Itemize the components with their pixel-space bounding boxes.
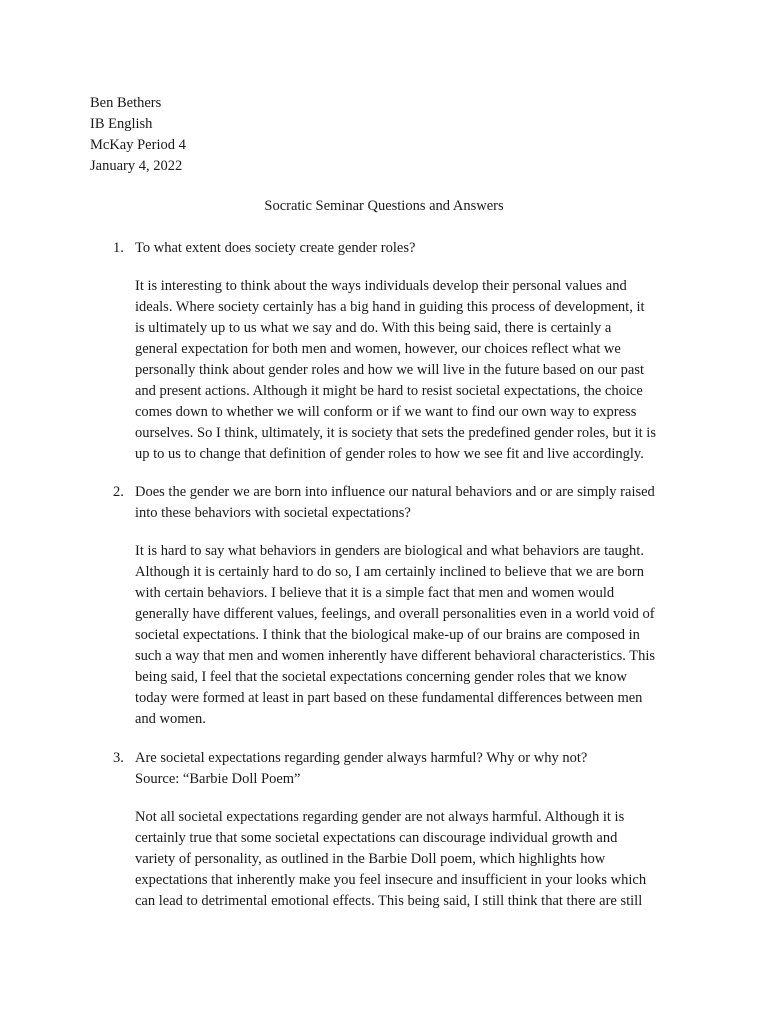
- answer-line: variety of personality, as outlined in the Barbie Doll poem, which highlights how: [135, 851, 606, 867]
- answer-line: It is hard to say what behaviors in genders are biological and what behaviors are taught.: [135, 543, 644, 559]
- question-line: Are societal expectations regarding gender always harmful? Why or why not?: [135, 750, 588, 766]
- answer-line: certainly true that some societal expectations can discourage individual growth and: [135, 830, 618, 846]
- answer-line: expectations that inherently make you feel insecure and insufficient in your looks which: [135, 872, 647, 888]
- answer-line: comes down to whether we will conform or if we want to find our own way to express: [135, 404, 637, 420]
- document-date: January 4, 2022: [90, 158, 183, 174]
- answer-line: up to us to change that definition of gender roles to how we see fit and live accordingly.: [135, 446, 644, 462]
- answer-line: and women.: [135, 711, 206, 727]
- answer-line: ideals. Where society certainly has a big hand in guiding this process of development, it: [135, 299, 645, 315]
- question-line: Does the gender we are born into influence our natural behaviors and or are simply raised: [135, 484, 655, 500]
- answer-line: today were formed at least in part based on these fundamental differences between men: [135, 690, 643, 706]
- question-line: into these behaviors with societal expectations?: [135, 505, 411, 521]
- document-title: Socratic Seminar Questions and Answers: [264, 198, 504, 214]
- author-name: Ben Bethers: [90, 95, 162, 111]
- answer-paragraph: [135, 807, 695, 912]
- answer-paragraph: [135, 541, 695, 730]
- answer-line: personally think about gender roles and how we will live in the future based on our past: [135, 362, 644, 378]
- question-number: 1.: [113, 240, 124, 256]
- teacher-period: McKay Period 4: [90, 137, 186, 153]
- answer-line: such a way that men and women inherently have different behavioral characteristics. This: [135, 648, 656, 664]
- question-line: To what extent does society create gender roles?: [135, 240, 416, 256]
- answer-line: generally have different values, feelings, and overall personalities even in a world void of: [135, 606, 655, 622]
- answer-paragraph: [135, 276, 695, 465]
- answer-line: Not all societal expectations regarding gender are not always harmful. Although it is: [135, 809, 625, 825]
- answer-line: ourselves. So I think, ultimately, it is society that sets the predefined gender roles, but it is: [135, 425, 656, 441]
- answer-line: and present actions. Although it might be hard to resist societal expectations, the choice: [135, 383, 643, 399]
- question-text: [135, 748, 695, 790]
- question-source: Source: “Barbie Doll Poem”: [135, 771, 301, 787]
- answer-line: being said, I feel that the societal expectations concerning gender roles that we know: [135, 669, 628, 685]
- answer-line: societal expectations. I think that the biological make-up of our brains are composed in: [135, 627, 640, 643]
- document-header: [90, 93, 186, 177]
- answer-line: is ultimately up to us what we say and do. With this being said, there is certainly a: [135, 320, 612, 336]
- answer-line: It is interesting to think about the ways individuals develop their personal values and: [135, 278, 627, 294]
- question-number: 3.: [113, 750, 124, 766]
- answer-line: with certain behaviors. I believe that it is a simple fact that men and women would: [135, 585, 615, 601]
- question-text: [135, 238, 695, 259]
- answer-line: Although it is certainly hard to do so, I am certainly inclined to believe that we are born: [135, 564, 644, 580]
- question-text: [135, 482, 695, 524]
- course-name: IB English: [90, 116, 153, 132]
- answer-line: can lead to detrimental emotional effects. This being said, I still think that there are still: [135, 893, 643, 909]
- answer-line: general expectation for both men and women, however, our choices reflect what we: [135, 341, 621, 357]
- question-number: 2.: [113, 484, 124, 500]
